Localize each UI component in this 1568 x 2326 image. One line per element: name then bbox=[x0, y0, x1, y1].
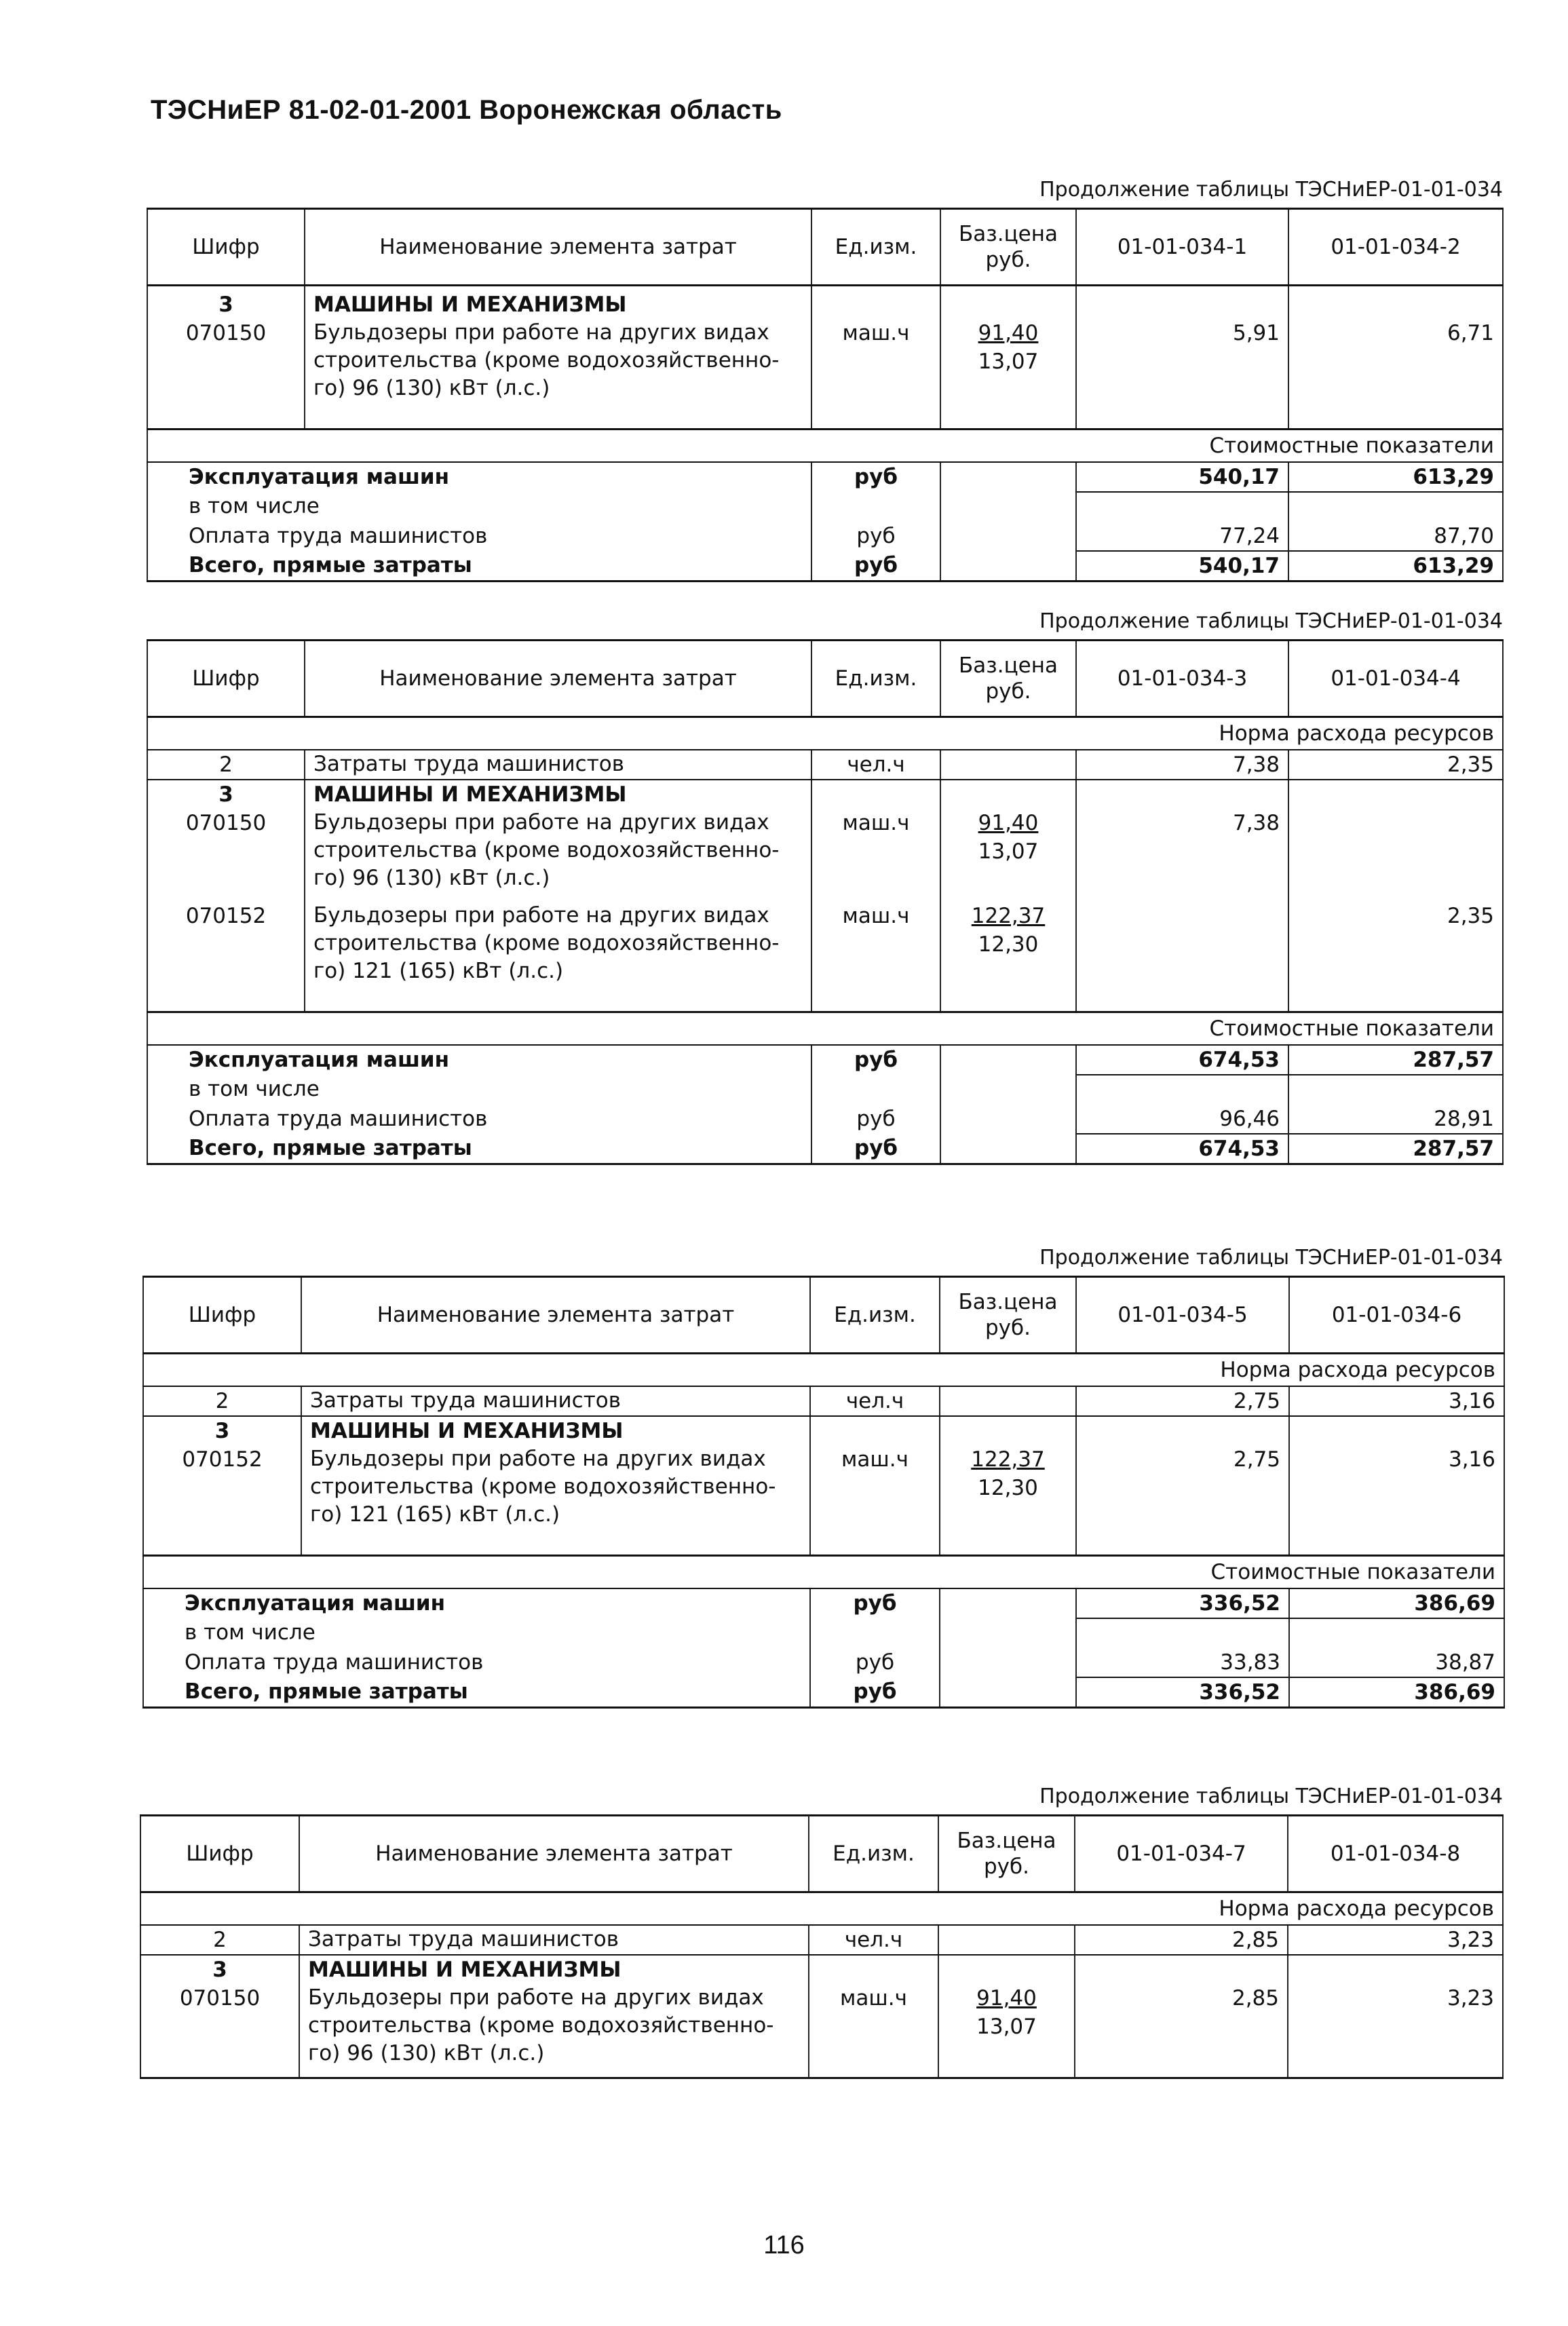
row-code: 070152 bbox=[143, 1445, 301, 1538]
summary-row bbox=[147, 1134, 1503, 1164]
row-value-1: 2,85 bbox=[1075, 1925, 1288, 1955]
row-value-2: 3,23 bbox=[1288, 1984, 1503, 2078]
summary-row bbox=[143, 1677, 1504, 1708]
price-value: 122,37 bbox=[971, 1447, 1045, 1472]
summary-row bbox=[147, 520, 1503, 551]
summary-price bbox=[940, 1677, 1076, 1708]
summary-price bbox=[940, 1103, 1076, 1134]
row-code: 070152 bbox=[147, 902, 305, 995]
spacer-row bbox=[147, 995, 1503, 1012]
spacer-cell bbox=[940, 412, 1076, 430]
summary-value-2: 287,57 bbox=[1288, 1134, 1503, 1164]
spacer-cell bbox=[1289, 1538, 1504, 1556]
row-unit: маш.ч bbox=[811, 902, 940, 995]
row-value-1: 2,75 bbox=[1076, 1445, 1289, 1538]
table-row bbox=[140, 1955, 1503, 1984]
summary-price bbox=[940, 520, 1076, 551]
summary-value-2: 613,29 bbox=[1288, 551, 1503, 582]
col-name-header: Наименование элемента затрат bbox=[301, 1277, 810, 1354]
table-caption: Продолжение таблицы ТЭСНиЕР-01-01-034 bbox=[1039, 1785, 1503, 1808]
table-row bbox=[147, 902, 1503, 995]
cost-table bbox=[147, 208, 1504, 582]
row-code: 2 bbox=[143, 1386, 301, 1416]
spacer-cell bbox=[810, 1538, 940, 1556]
price-value: 91,40 bbox=[978, 811, 1039, 835]
spacer-cell bbox=[811, 412, 940, 430]
row-code: 3 bbox=[140, 1955, 299, 1984]
summary-value-2: 87,70 bbox=[1288, 520, 1503, 551]
norm-section-label: Норма расхода ресурсов bbox=[143, 1354, 1504, 1387]
summary-value-2 bbox=[1289, 1618, 1504, 1647]
row-price bbox=[938, 1925, 1075, 1955]
spacer-cell bbox=[1288, 995, 1503, 1012]
row-value-2 bbox=[1288, 286, 1503, 320]
summary-label: Оплата труда машинистов bbox=[147, 1103, 811, 1134]
page-header: ТЭСНиЕР 81-02-01-2001 Воронежская область bbox=[151, 95, 782, 125]
table-header-row bbox=[147, 641, 1503, 717]
summary-label: Эксплуатация машин bbox=[143, 1588, 810, 1618]
norm-section-row bbox=[143, 1354, 1504, 1387]
row-code: 3 bbox=[147, 780, 305, 809]
row-name: Бульдозеры при работе на других видах строительства (кроме водохозяйственно-го) 96 (130) кВт (л.с.) bbox=[299, 1984, 809, 2078]
row-value-2 bbox=[1288, 780, 1503, 809]
summary-value-1 bbox=[1076, 1618, 1289, 1647]
spacer-cell bbox=[147, 995, 305, 1012]
row-value-2 bbox=[1289, 1416, 1504, 1445]
row-price bbox=[940, 286, 1076, 320]
row-value-1 bbox=[1076, 780, 1288, 809]
row-unit bbox=[809, 1955, 938, 1984]
spacer-cell bbox=[1076, 412, 1288, 430]
col-norm-1-header: 01-01-034-5 bbox=[1076, 1277, 1289, 1354]
row-value-2: 6,71 bbox=[1288, 319, 1503, 412]
summary-price bbox=[940, 1134, 1076, 1164]
summary-unit: руб bbox=[811, 462, 940, 492]
summary-value-1: 33,83 bbox=[1076, 1647, 1289, 1677]
summary-label: в том числе bbox=[147, 492, 811, 520]
summary-label: в том числе bbox=[147, 1075, 811, 1103]
summary-row bbox=[143, 1588, 1504, 1618]
spacer-cell bbox=[305, 995, 811, 1012]
row-price bbox=[940, 1386, 1076, 1416]
norm-section-label: Норма расхода ресурсов bbox=[147, 717, 1503, 750]
col-unit-header: Ед.изм. bbox=[810, 1277, 940, 1354]
row-name: Бульдозеры при работе на других видах строительства (кроме водохозяйственно-го) 121 (165) кВт (л.с.) bbox=[305, 902, 811, 995]
cost-table bbox=[147, 639, 1504, 1165]
row-unit: чел.ч bbox=[809, 1925, 938, 1955]
row-value-1: 2,85 bbox=[1075, 1984, 1288, 2078]
row-value-1 bbox=[1076, 902, 1288, 995]
summary-unit: руб bbox=[811, 1103, 940, 1134]
table-header-row bbox=[143, 1277, 1504, 1354]
table-caption: Продолжение таблицы ТЭСНиЕР-01-01-034 bbox=[1039, 178, 1503, 202]
summary-value-2: 38,87 bbox=[1289, 1647, 1504, 1677]
summary-unit bbox=[811, 492, 940, 520]
table-row bbox=[147, 809, 1503, 902]
summary-value-2: 386,69 bbox=[1289, 1588, 1504, 1618]
row-unit bbox=[811, 780, 940, 809]
row-name: Затраты труда машинистов bbox=[305, 750, 811, 780]
row-value-2 bbox=[1288, 809, 1503, 902]
summary-label: Всего, прямые затраты bbox=[143, 1677, 810, 1708]
summary-label: Всего, прямые затраты bbox=[147, 551, 811, 582]
page-number: 116 bbox=[763, 2231, 805, 2260]
summary-unit: руб bbox=[810, 1647, 940, 1677]
row-code: 070150 bbox=[147, 809, 305, 902]
row-name: МАШИНЫ И МЕХАНИЗМЫ bbox=[305, 286, 811, 320]
col-norm-1-header: 01-01-034-7 bbox=[1075, 1816, 1288, 1892]
spacer-row bbox=[143, 1538, 1504, 1556]
col-norm-2-header: 01-01-034-2 bbox=[1288, 209, 1503, 286]
row-value-2 bbox=[1288, 1955, 1503, 1984]
col-code-header: Шифр bbox=[147, 641, 305, 717]
col-unit-header: Ед.изм. bbox=[811, 209, 940, 286]
table-row bbox=[147, 286, 1503, 320]
col-code-header: Шифр bbox=[140, 1816, 299, 1892]
row-price bbox=[938, 1984, 1075, 2078]
spacer-cell bbox=[1076, 995, 1288, 1012]
norm-section-row bbox=[147, 717, 1503, 750]
row-value-1: 2,75 bbox=[1076, 1386, 1289, 1416]
summary-label: Оплата труда машинистов bbox=[147, 520, 811, 551]
row-value-2: 2,35 bbox=[1288, 750, 1503, 780]
cost-section-row bbox=[147, 1012, 1503, 1046]
table-row bbox=[143, 1416, 1504, 1445]
summary-row bbox=[147, 551, 1503, 582]
row-unit: маш.ч bbox=[811, 319, 940, 412]
row-name: МАШИНЫ И МЕХАНИЗМЫ bbox=[299, 1955, 809, 1984]
col-name-header: Наименование элемента затрат bbox=[299, 1816, 809, 1892]
summary-unit: руб bbox=[811, 551, 940, 582]
cost-section-label: Стоимостные показатели bbox=[147, 430, 1503, 463]
row-code: 070150 bbox=[140, 1984, 299, 2078]
summary-value-1 bbox=[1076, 1075, 1288, 1103]
col-unit-header: Ед.изм. bbox=[811, 641, 940, 717]
summary-unit bbox=[811, 1075, 940, 1103]
row-unit: маш.ч bbox=[809, 1984, 938, 2078]
col-price-header: Баз.цена руб. bbox=[938, 1816, 1075, 1892]
col-norm-1-header: 01-01-034-1 bbox=[1076, 209, 1288, 286]
cost-table bbox=[142, 1276, 1505, 1709]
summary-unit: руб bbox=[810, 1588, 940, 1618]
col-norm-1-header: 01-01-034-3 bbox=[1076, 641, 1288, 717]
summary-value-1: 336,52 bbox=[1076, 1677, 1289, 1708]
row-price bbox=[940, 809, 1076, 902]
price-labor: 13,07 bbox=[978, 349, 1039, 374]
summary-label: в том числе bbox=[143, 1618, 810, 1647]
summary-value-1: 540,17 bbox=[1076, 462, 1288, 492]
summary-label: Всего, прямые затраты bbox=[147, 1134, 811, 1164]
row-value-1: 7,38 bbox=[1076, 809, 1288, 902]
summary-value-1: 674,53 bbox=[1076, 1045, 1288, 1075]
price-value: 91,40 bbox=[976, 1986, 1037, 2010]
summary-label: Эксплуатация машин bbox=[147, 1045, 811, 1075]
table-caption: Продолжение таблицы ТЭСНиЕР-01-01-034 bbox=[1039, 609, 1503, 633]
spacer-cell bbox=[305, 412, 811, 430]
spacer-cell bbox=[940, 1538, 1076, 1556]
summary-value-1 bbox=[1076, 492, 1288, 520]
summary-price bbox=[940, 1045, 1076, 1075]
row-value-1 bbox=[1076, 286, 1288, 320]
summary-unit: руб bbox=[810, 1677, 940, 1708]
row-unit: маш.ч bbox=[810, 1445, 940, 1538]
row-unit bbox=[811, 286, 940, 320]
row-price bbox=[940, 319, 1076, 412]
summary-unit: руб bbox=[811, 1134, 940, 1164]
cost-table bbox=[140, 1814, 1504, 2079]
row-price bbox=[940, 1445, 1076, 1538]
row-code: 3 bbox=[147, 286, 305, 320]
summary-price bbox=[940, 1075, 1076, 1103]
row-name: МАШИНЫ И МЕХАНИЗМЫ bbox=[305, 780, 811, 809]
row-value-1 bbox=[1076, 1416, 1289, 1445]
col-norm-2-header: 01-01-034-8 bbox=[1288, 1816, 1503, 1892]
cost-section-row bbox=[143, 1556, 1504, 1589]
table-header-row bbox=[147, 209, 1503, 286]
spacer-cell bbox=[301, 1538, 810, 1556]
row-value-1: 5,91 bbox=[1076, 319, 1288, 412]
summary-unit: руб bbox=[811, 1045, 940, 1075]
price-labor: 12,30 bbox=[978, 1476, 1038, 1500]
summary-label: Эксплуатация машин bbox=[147, 462, 811, 492]
summary-row bbox=[147, 1075, 1503, 1103]
row-price bbox=[940, 902, 1076, 995]
price-labor: 13,07 bbox=[976, 2015, 1037, 2039]
row-name: Бульдозеры при работе на других видах строительства (кроме водохозяйственно-го) 96 (130) кВт (л.с.) bbox=[305, 319, 811, 412]
summary-price bbox=[940, 551, 1076, 582]
summary-row bbox=[147, 1103, 1503, 1134]
spacer-cell bbox=[147, 412, 305, 430]
norm-section-label: Норма расхода ресурсов bbox=[140, 1892, 1503, 1926]
col-code-header: Шифр bbox=[143, 1277, 301, 1354]
summary-value-1: 96,46 bbox=[1076, 1103, 1288, 1134]
table-row bbox=[140, 1925, 1503, 1955]
summary-price bbox=[940, 1647, 1076, 1677]
summary-value-1: 674,53 bbox=[1076, 1134, 1288, 1164]
col-norm-2-header: 01-01-034-4 bbox=[1288, 641, 1503, 717]
col-name-header: Наименование элемента затрат bbox=[305, 209, 811, 286]
spacer-cell bbox=[1288, 412, 1503, 430]
price-labor: 12,30 bbox=[978, 932, 1039, 957]
spacer-row bbox=[147, 412, 1503, 430]
row-code: 3 bbox=[143, 1416, 301, 1445]
col-price-header: Баз.цена руб. bbox=[940, 1277, 1076, 1354]
row-price bbox=[940, 750, 1076, 780]
summary-row bbox=[143, 1647, 1504, 1677]
row-value-2: 3,23 bbox=[1288, 1925, 1503, 1955]
spacer-cell bbox=[811, 995, 940, 1012]
row-unit: чел.ч bbox=[810, 1386, 940, 1416]
row-unit: маш.ч bbox=[811, 809, 940, 902]
price-value: 122,37 bbox=[971, 904, 1046, 928]
summary-unit: руб bbox=[811, 520, 940, 551]
summary-value-2: 287,57 bbox=[1288, 1045, 1503, 1075]
table-row bbox=[143, 1386, 1504, 1416]
price-value: 91,40 bbox=[978, 321, 1039, 345]
row-price bbox=[940, 1416, 1076, 1445]
row-name: Затраты труда машинистов bbox=[299, 1925, 809, 1955]
row-value-2: 3,16 bbox=[1289, 1445, 1504, 1538]
summary-value-2: 28,91 bbox=[1288, 1103, 1503, 1134]
cost-section-label: Стоимостные показатели bbox=[143, 1556, 1504, 1589]
row-value-1: 7,38 bbox=[1076, 750, 1288, 780]
summary-price bbox=[940, 492, 1076, 520]
summary-value-1: 336,52 bbox=[1076, 1588, 1289, 1618]
table-row bbox=[140, 1984, 1503, 2078]
summary-value-2: 386,69 bbox=[1289, 1677, 1504, 1708]
col-code-header: Шифр bbox=[147, 209, 305, 286]
spacer-cell bbox=[1076, 1538, 1289, 1556]
table-row bbox=[147, 750, 1503, 780]
cost-section-label: Стоимостные показатели bbox=[147, 1012, 1503, 1046]
row-name: Затраты труда машинистов bbox=[301, 1386, 810, 1416]
row-name: МАШИНЫ И МЕХАНИЗМЫ bbox=[301, 1416, 810, 1445]
spacer-cell bbox=[143, 1538, 301, 1556]
table-header-row bbox=[140, 1816, 1503, 1892]
col-norm-2-header: 01-01-034-6 bbox=[1289, 1277, 1504, 1354]
cost-section-row bbox=[147, 430, 1503, 463]
summary-value-2: 613,29 bbox=[1288, 462, 1503, 492]
table-row bbox=[147, 780, 1503, 809]
row-code: 2 bbox=[147, 750, 305, 780]
summary-row bbox=[143, 1618, 1504, 1647]
table-caption: Продолжение таблицы ТЭСНиЕР-01-01-034 bbox=[1039, 1246, 1503, 1270]
norm-section-row bbox=[140, 1892, 1503, 1926]
row-unit bbox=[810, 1416, 940, 1445]
row-value-2: 2,35 bbox=[1288, 902, 1503, 995]
row-price bbox=[940, 780, 1076, 809]
summary-price bbox=[940, 1588, 1076, 1618]
row-name: Бульдозеры при работе на других видах строительства (кроме водохозяйственно-го) 96 (130) кВт (л.с.) bbox=[305, 809, 811, 902]
table-row bbox=[143, 1445, 1504, 1538]
col-name-header: Наименование элемента затрат bbox=[305, 641, 811, 717]
row-value-2: 3,16 bbox=[1289, 1386, 1504, 1416]
summary-value-2 bbox=[1288, 1075, 1503, 1103]
row-name: Бульдозеры при работе на других видах строительства (кроме водохозяйственно-го) 121 (165) кВт (л.с.) bbox=[301, 1445, 810, 1538]
summary-row bbox=[147, 1045, 1503, 1075]
col-price-header: Баз.цена руб. bbox=[940, 209, 1076, 286]
col-price-header: Баз.цена руб. bbox=[940, 641, 1076, 717]
row-unit: чел.ч bbox=[811, 750, 940, 780]
row-code: 2 bbox=[140, 1925, 299, 1955]
table-row bbox=[147, 319, 1503, 412]
spacer-cell bbox=[940, 995, 1076, 1012]
summary-price bbox=[940, 462, 1076, 492]
summary-price bbox=[940, 1618, 1076, 1647]
summary-unit bbox=[810, 1618, 940, 1647]
col-unit-header: Ед.изм. bbox=[809, 1816, 938, 1892]
summary-value-1: 540,17 bbox=[1076, 551, 1288, 582]
summary-value-1: 77,24 bbox=[1076, 520, 1288, 551]
summary-row bbox=[147, 492, 1503, 520]
row-price bbox=[938, 1955, 1075, 1984]
summary-value-2 bbox=[1288, 492, 1503, 520]
row-code: 070150 bbox=[147, 319, 305, 412]
price-labor: 13,07 bbox=[978, 839, 1039, 864]
row-value-1 bbox=[1075, 1955, 1288, 1984]
summary-row bbox=[147, 462, 1503, 492]
summary-label: Оплата труда машинистов bbox=[143, 1647, 810, 1677]
